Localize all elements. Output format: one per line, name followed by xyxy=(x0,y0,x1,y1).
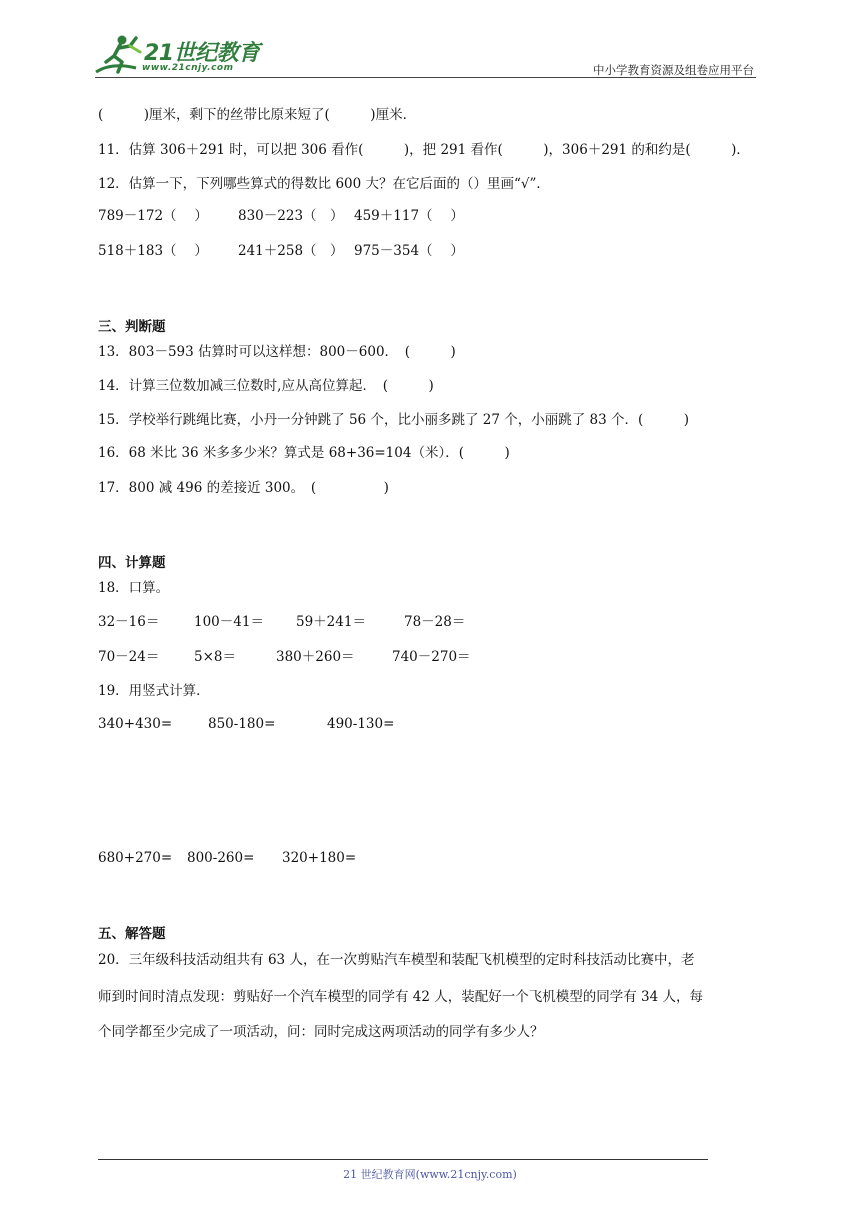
question-18: 18．口算。 xyxy=(98,580,170,596)
q12-expression: 830－223（ ） xyxy=(238,208,344,224)
q10-continuation: ( )厘米，剩下的丝带比原来短了( )厘米． xyxy=(98,107,417,123)
oral-calc-item: 78－28＝ xyxy=(404,614,466,630)
section-title-word-problems: 五、解答题 xyxy=(98,926,166,942)
oral-calc-item: 100－41＝ xyxy=(194,614,264,630)
question-17: 17．800 减 496 的差接近 300。 ( ) xyxy=(98,480,389,496)
footer-source: 21 世纪教育网(www.21cnjy.com) xyxy=(343,1168,517,1181)
section-title-judgement: 三、判断题 xyxy=(98,319,166,335)
vertical-calc-item: 850-180= xyxy=(208,716,276,732)
footer-divider xyxy=(98,1159,708,1160)
q12-expression: 789－172（ ） xyxy=(98,208,208,224)
oral-calc-item: 380＋260＝ xyxy=(276,649,355,665)
vertical-calc-item: 680+270= xyxy=(98,850,173,866)
question-19: 19．用竖式计算． xyxy=(98,683,210,699)
question-20-line: 20．三年级科技活动组共有 63 人，在一次剪贴汽车模型和装配飞机模型的定时科技活动比赛中，老 xyxy=(98,952,695,968)
q12-expression: 975－354（ ） xyxy=(354,243,464,259)
question-16: 16．68 米比 36 米多多少米？算式是 68+36=104（米）．( ) xyxy=(98,445,510,461)
question-20-line: 个同学都至少完成了一项活动，问：同时完成这两项活动的同学有多少人？ xyxy=(98,1024,544,1040)
header-platform-name: 中小学教育资源及组卷应用平台 xyxy=(593,63,754,77)
vertical-calc-item: 490-130= xyxy=(327,716,395,732)
oral-calc-item: 740－270＝ xyxy=(392,649,471,665)
oral-calc-item: 59＋241＝ xyxy=(296,614,366,630)
question-15: 15．学校举行跳绳比赛，小丹一分钟跳了 56 个，比小丽多跳了 27 个，小丽跳了 83 个．( ) xyxy=(98,412,689,428)
site-logo xyxy=(92,32,262,78)
vertical-calc-item: 800-260= xyxy=(187,850,255,866)
question-20-line: 师到时间时清点发现：剪贴好一个汽车模型的同学有 42 人，装配好一个飞机模型的同学有 34 人，每 xyxy=(98,989,704,1005)
header-divider xyxy=(95,77,756,78)
question-14: 14．计算三位数加减三位数时,应从高位算起． ( ) xyxy=(98,378,434,394)
section-title-calculation: 四、计算题 xyxy=(98,555,166,571)
q12-expression: 241＋258（ ） xyxy=(238,243,344,259)
question-11: 11．估算 306＋291 时，可以把 306 看作( )，把 291 看作( )，306＋291 的和约是( )． xyxy=(98,142,750,158)
oral-calc-item: 32－16＝ xyxy=(98,614,160,630)
vertical-calc-item: 320+180= xyxy=(282,850,357,866)
question-13: 13．803－593 估算时可以这样想：800－600． ( ) xyxy=(98,344,456,360)
logo-main-text: 21世纪教育 xyxy=(144,41,260,66)
q12-expression: 518＋183（ ） xyxy=(98,243,208,259)
oral-calc-item: 5×8＝ xyxy=(194,649,236,665)
q12-expression: 459＋117（ ） xyxy=(354,208,464,224)
runner-logo-icon xyxy=(92,32,144,78)
logo-url-text: www.21cnjy.com xyxy=(142,63,234,73)
question-12: 12．估算一下，下列哪些算式的得数比 600 大？在它后面的（）里画“√”． xyxy=(98,176,550,192)
vertical-calc-item: 340+430= xyxy=(98,716,173,732)
oral-calc-item: 70－24＝ xyxy=(98,649,160,665)
